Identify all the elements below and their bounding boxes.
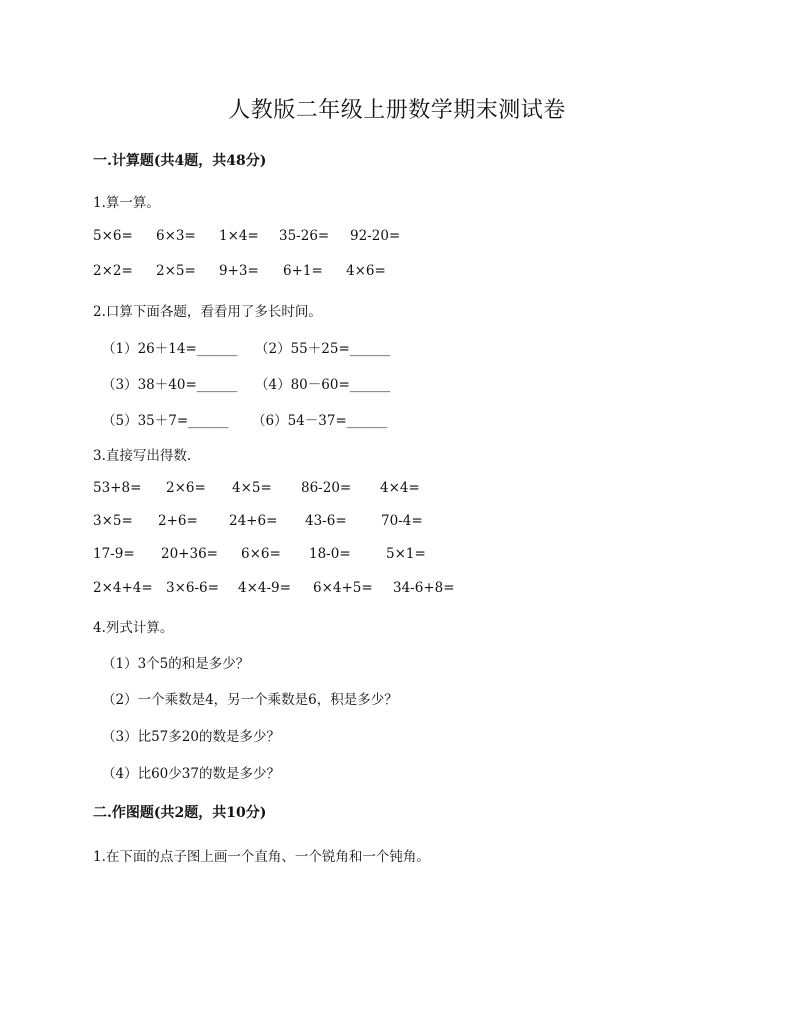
expression: 3×6-6= xyxy=(166,580,219,596)
question-4-item-1: （1）3个5的和是多少？ xyxy=(102,656,250,672)
question-4-item-4: （4）比60少37的数是多少？ xyxy=(102,766,280,782)
drawing-question-1-prompt: 1.在下面的点子图上画一个直角、一个锐角和一个钝角。 xyxy=(93,849,430,865)
oral-item: （4）80－60=______ xyxy=(255,377,391,393)
expression: 43-6= xyxy=(305,513,347,529)
expression: 70-4= xyxy=(381,513,423,529)
expression: 4×5= xyxy=(232,480,272,496)
expression: 34-6+8= xyxy=(393,580,455,596)
question-2-prompt: 2.口算下面各题，看看用了多长时间。 xyxy=(93,304,322,320)
expression: 3×5= xyxy=(93,513,133,529)
question-4-item-3: （3）比57多20的数是多少？ xyxy=(102,729,280,745)
expression: 5×1= xyxy=(386,546,426,562)
expression: 6×4+5= xyxy=(313,580,373,596)
expression: 4×6= xyxy=(346,263,386,279)
expression: 53+8= xyxy=(93,480,142,496)
expression: 1×4= xyxy=(219,228,259,244)
expression: 6×3= xyxy=(156,228,196,244)
expression: 2×4+4= xyxy=(93,580,153,596)
expression: 2×6= xyxy=(166,480,206,496)
expression: 18-0= xyxy=(309,546,351,562)
expression: 2+6= xyxy=(158,513,198,529)
section-heading-drawing: 二.作图题(共2题，共10分) xyxy=(93,805,267,821)
oral-item: （6）54－37=______ xyxy=(252,413,388,429)
expression: 86-20= xyxy=(301,480,352,496)
oral-item: （5）35＋7=______ xyxy=(102,413,229,429)
question-4-prompt: 4.列式计算。 xyxy=(93,620,174,636)
expression: 92-20= xyxy=(350,228,401,244)
page-title: 人教版二年级上册数学期末测试卷 xyxy=(228,98,566,123)
expression: 20+36= xyxy=(161,546,218,562)
expression: 9+3= xyxy=(219,263,259,279)
expression: 4×4= xyxy=(380,480,420,496)
section-heading-calculation: 一.计算题(共4题，共48分) xyxy=(93,153,267,169)
expression: 4×4-9= xyxy=(238,580,291,596)
oral-item: （1）26＋14=______ xyxy=(102,341,238,357)
expression: 5×6= xyxy=(93,228,133,244)
oral-item: （2）55＋25=______ xyxy=(255,341,391,357)
question-3-prompt: 3.直接写出得数. xyxy=(93,448,192,464)
oral-item: （3）38＋40=______ xyxy=(102,377,238,393)
expression: 24+6= xyxy=(229,513,278,529)
expression: 6×6= xyxy=(241,546,281,562)
expression: 17-9= xyxy=(93,546,135,562)
expression: 2×5= xyxy=(156,263,196,279)
question-1-prompt: 1.算一算。 xyxy=(93,195,160,211)
expression: 6+1= xyxy=(283,263,323,279)
question-4-item-2: （2）一个乘数是4，另一个乘数是6，积是多少？ xyxy=(102,692,398,708)
expression: 35-26= xyxy=(279,228,330,244)
expression: 2×2= xyxy=(93,263,133,279)
